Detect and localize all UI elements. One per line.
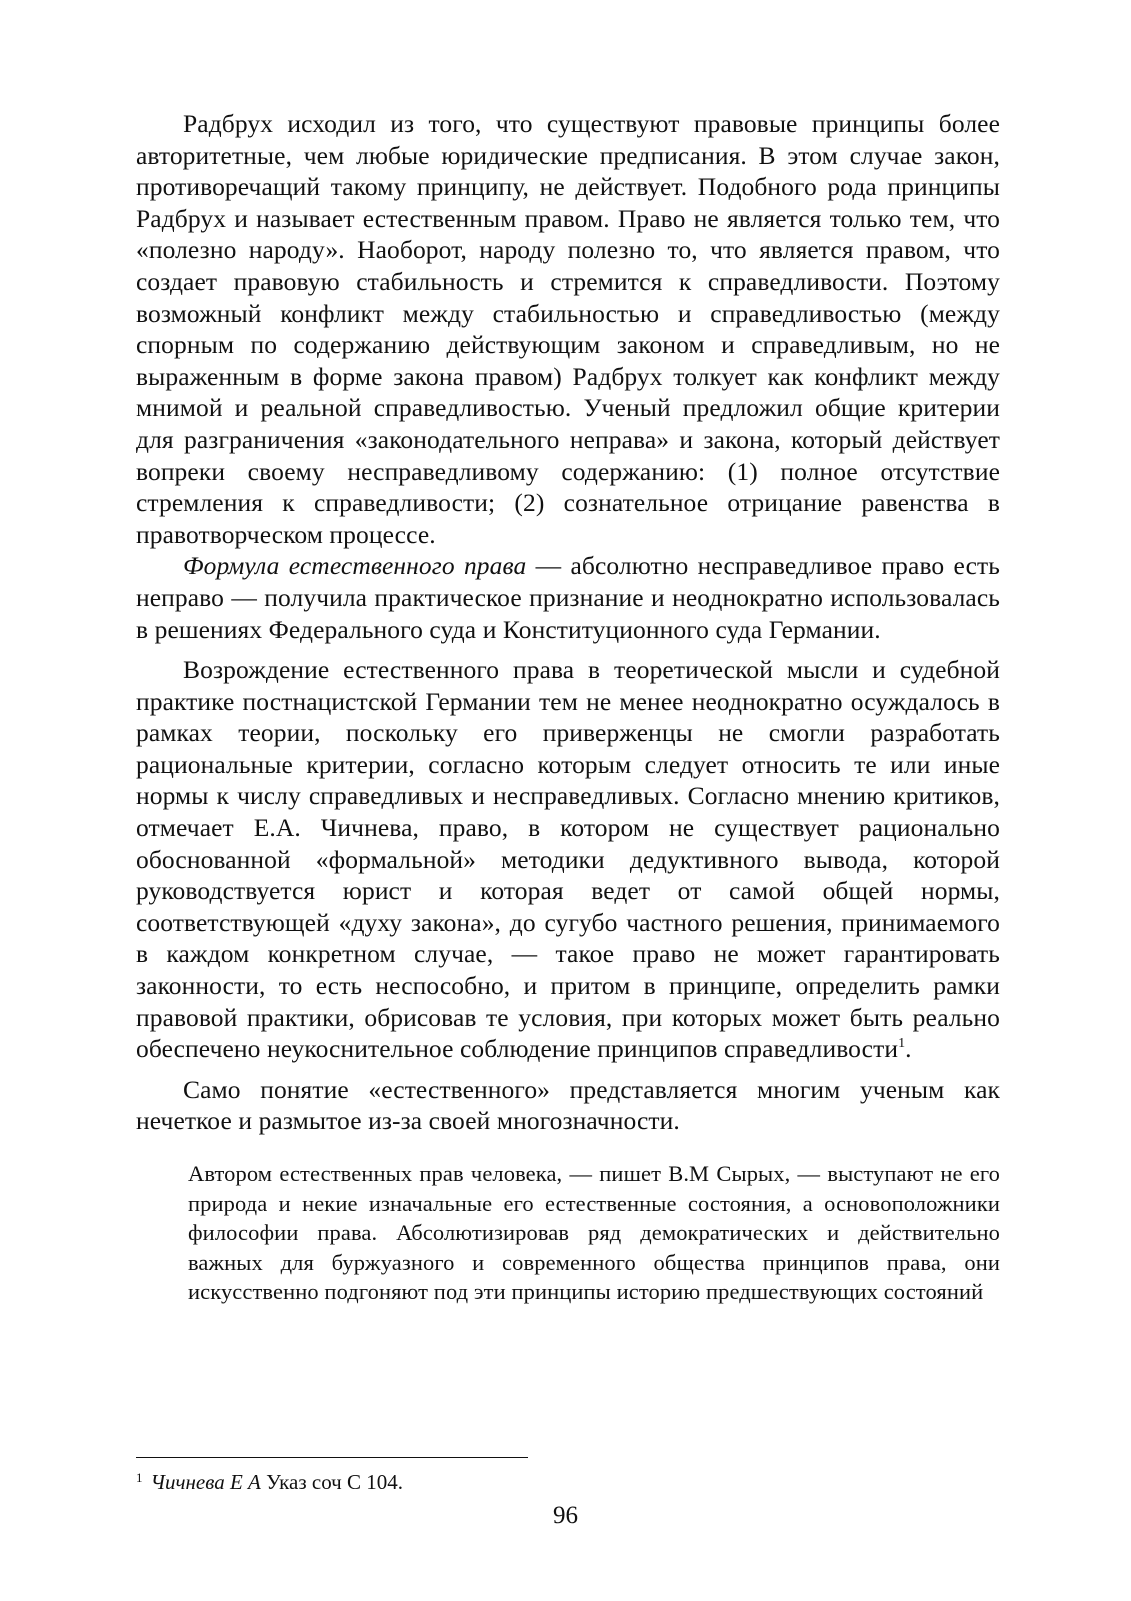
revival-text: Возрождение естественного права в теоретической мысли и судебной практике постнацистской Германии тем не менее неоднократно осуждалось в рамках теории, поскольку его приверженцы не смогли разработать рациональные критерии, согласно которым следует относить те или иные нормы к числу справедливых и несправедливых. Согласно мнению критиков, отмечает Е.А. Чичнева, право, в котором не существует рационально обоснованной «формальной» методики дедуктивного вывода, которой руководствуется юрист и которая ведет от самой общей нормы, соответствующей «духу закона», до сугубо частного решения, принимаемого в каждом конкретном случае, — такое право не может гарантировать законности, то есть неспособно, и притом в принципе, определить рамки правовой практики, обрисовав те условия, при которых может быть реально обеспечено неукоснительное соблюдение принципов справедливости	[136, 655, 1000, 1064]
formula-text: — абсолютно несправедливое право есть неправо — получила практическое признание и неоднократно использовалась в решениях Федерального суда и Конституционного суда Германии.	[136, 551, 1000, 644]
paragraph-formula	[136, 550, 1000, 645]
quote-text: Автором естественных прав человека, — пишет В.М Сырых, — выступают не его природа и некие изначальные его естественные состояния, а основоположники философии права. Абсолютизировав ряд демократических и действительно важных для буржуазного и современного общества принципов права, они искусственно подгоняют под эти принципы историю предшествующих состояний	[188, 1161, 1000, 1305]
main-text	[136, 108, 1000, 1137]
paragraph-natural-concept: Само понятие «естественного» представляется многим ученым как нечеткое и размытое из-за своей многозначности.	[136, 1074, 1000, 1136]
footnote	[136, 1465, 403, 1495]
footnote-divider	[136, 1457, 528, 1458]
block-quote	[136, 1159, 1000, 1307]
page-number: 96	[553, 1502, 578, 1529]
footnote-reference[interactable]: 1	[898, 1036, 906, 1052]
paragraph-radbruch: Радбрух исходил из того, что существуют правовые принципы более авторитетные, чем любые юридические предписания. В этом случае закон, противоречащий такому принципу, не действует. Подобного рода принципы Радбрух и называет естественным правом. Право не является только тем, что «полезно народу». Наоборот, народу полезно то, что является правом, что создает правовую стабильность и стремится к справедливости. Поэтому возможный конфликт между стабильностью и справедливостью (между спорным по содержанию действующим законом и справедливым, но не выраженным в форме закона правом) Радбрух толкует как конфликт между мнимой и реальной справедливостью. Ученый предложил общие критерии для разграничения «законодательного неправа» и закона, который действует вопреки своему несправедливому содержанию: (1) полное отсутствие стремления к справедливости; (2) сознательное отрицание равенства в правотворческом процессе.	[136, 109, 1000, 549]
page-body	[136, 108, 1000, 1307]
paragraph-revival	[136, 654, 1000, 1065]
footnote-author: Чичнева Е А	[150, 1470, 261, 1494]
formula-term: Формула естественного права	[183, 551, 527, 581]
footnote-number: 1	[136, 1470, 143, 1485]
footnote-text: Указ соч С 104.	[260, 1470, 403, 1494]
revival-text-end: .	[905, 1034, 912, 1064]
